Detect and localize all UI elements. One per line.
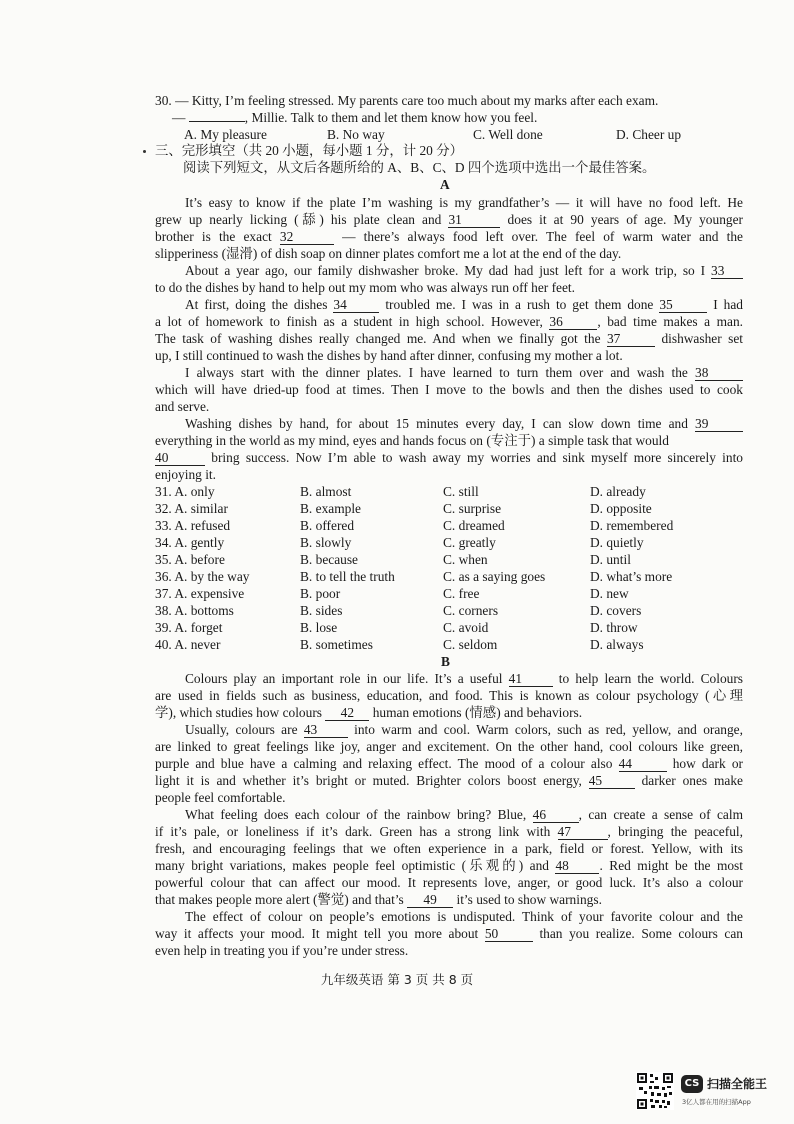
section-instruction: 阅读下列短文，从文后各题所给的 A、B、C、D 四个选项中选出一个最佳答案。 — [183, 160, 656, 175]
blank-34: 34 — [333, 298, 379, 313]
passage-a-p2-line1: About a year ago, our family dishwasher broke. My dad had just left for a work trip, so I 33 — [155, 262, 743, 279]
passage-b-p1-line2: are used in fields such as business, education, and food. This is known as colour psychology (心理 — [155, 688, 743, 703]
passage-a-p5-line1: Washing dishes by hand, for about 15 minutes every day, I can slow down time and 39 — [155, 415, 743, 432]
options-31: 31. A. only B. almost C. still D. already — [155, 484, 646, 499]
passage-a-p3-line3: The task of washing dishes really changed me. And when we finally got the 37 dishwasher set — [155, 331, 743, 346]
q30-blank — [189, 121, 245, 122]
blank-42: 42 — [325, 706, 369, 721]
blank-47: 47 — [558, 825, 608, 840]
blank-36: 36 — [549, 315, 597, 330]
passage-b-p2-line3: purple and blue have a calming and relaxing effect. The mood of a colour also 44 how dark or — [155, 756, 743, 771]
blank-35: 35 — [659, 298, 707, 313]
qr-code-icon — [636, 1072, 674, 1110]
blank-49: 49 — [407, 893, 453, 908]
blank-38: 38 — [695, 366, 743, 381]
passage-a-p5-line3: 40 bring success. Now I’m able to wash away my worries and sink myself more sincerely into — [155, 450, 743, 465]
passage-a-p3-line1: At first, doing the dishes 34 troubled me. I was in a rush to get them done 35 I had — [185, 297, 743, 312]
blank-37: 37 — [607, 332, 655, 347]
passage-b-p3-line3: fresh, and encouraging feelings that we often experience in a park, field or forest. Yellow, with its — [155, 841, 743, 856]
options-38: 38. A. bottoms B. sides C. corners D. covers — [155, 603, 642, 618]
blank-40: 40 — [155, 451, 205, 466]
q30-option-d: D. Cheer up — [616, 127, 682, 142]
passage-a-p3-line4: up, I still continued to wash the dishes by hand after dinner, confusing my mother a lot. — [155, 348, 623, 363]
q30-reply: — , Millie. Talk to them and let them know how you feel. — [172, 110, 538, 125]
blank-50: 50 — [485, 927, 533, 942]
passage-a-p1-line3: brother is the exact 32 — there’s always food left over. The feel of warm water and the — [155, 229, 743, 244]
q30-option-c: C. Well done — [473, 127, 543, 142]
passage-b-p2-line1: Usually, colours are 43 into warm and cool. Warm colors, such as red, yellow, and orange, — [185, 722, 743, 737]
passage-a-p1-line1: It’s easy to know if the plate I’m washing is my grandfather’s — it will have no food left. He — [185, 195, 743, 210]
blank-45: 45 — [589, 774, 635, 789]
passage-b-p1-line3: 学), which studies how colours 42 human emotions (情感) and behaviors. — [155, 705, 583, 720]
blank-33: 33 — [711, 264, 743, 279]
passage-b-p4-line1: The effect of colour on people’s emotions is undisputed. Think of your favorite colour and the — [185, 909, 743, 924]
passage-b-p2-line4: light it is and whether it’s bright or muted. Brighter colors boost energy, 45 darker ones make — [155, 773, 743, 788]
blank-31: 31 — [448, 213, 500, 228]
passage-b-p3-line5: powerful colour that can affect our mood. It represents love, anger, or good luck. It’s also a colour — [155, 875, 743, 890]
passage-b-p3-line1: What feeling does each colour of the rainbow bring? Blue, 46 , can create a sense of calm — [185, 807, 743, 822]
passage-b-p4-line2: way it affects your mood. It might tell you more about 50 than you realize. Some colours can — [155, 926, 743, 941]
options-35: 35. A. before B. because C. when D. until — [155, 552, 631, 567]
q30-option-b: B. No way — [327, 127, 385, 142]
passage-a-p4-line2: which will have dried-up food at times. Then I move to the bowls and then the dishes used to cook — [155, 382, 743, 397]
passage-b-p1-line1: Colours play an important role in our life. It’s a useful 41 to help learn the world. Colours — [185, 671, 744, 686]
passage-a-p1-line4: slipperiness (湿滑) of dish soap on dinner plates comfort me a lot at the end of the day. — [155, 246, 622, 261]
q30-stem: 30. — Kitty, I’m feeling stressed. My parents care too much about my marks after each exam. — [155, 93, 659, 108]
page-footer: 九年级英语 第 3 页 共 8 页 — [320, 972, 474, 987]
blank-46: 46 — [533, 808, 579, 823]
scanner-logo: CS — [681, 1075, 703, 1093]
passage-a-p5-line2: everything in the world as my mind, eyes and hands focus on (专注于) a simple task that would — [155, 433, 669, 448]
options-37: 37. A. expensive B. poor C. free D. new — [155, 586, 629, 601]
options-39: 39. A. forget B. lose C. avoid D. throw — [155, 620, 638, 635]
options-36: 36. A. by the way B. to tell the truth C. as a saying goes D. what’s more — [155, 569, 673, 584]
passage-a-p4-line3: and serve. — [155, 399, 210, 414]
passage-a-p2-line2: to do the dishes by hand to help out my mom who was always run off her feet. — [155, 280, 575, 295]
passage-b-p2-line2: are linked to great feelings like joy, anger and excitement. On the other hand, cool colours like green, — [155, 739, 743, 754]
scanner-tagline: 3亿人都在用的扫描App — [682, 1098, 751, 1106]
passage-b-p3-line4: many bright variations, makes people feel optimistic (乐观的) and 48 . Red might be the most — [155, 858, 743, 873]
options-32: 32. A. similar B. example C. surprise D. opposite — [155, 501, 652, 516]
passage-b-p2-line5: people feel comfortable. — [155, 790, 286, 805]
bullet-dot — [143, 150, 146, 153]
scanner-name: 扫描全能王 — [707, 1077, 768, 1091]
blank-41: 41 — [509, 672, 553, 687]
passage-b-p4-line3: even help in treating you if you’re under stress. — [155, 943, 409, 958]
blank-48: 48 — [555, 859, 599, 874]
options-40: 40. A. never B. sometimes C. seldom D. always — [155, 637, 644, 652]
options-33: 33. A. refused B. offered C. dreamed D. remembered — [155, 518, 674, 533]
passage-a-p3-line2: a lot of homework to finish as a student in high school. However, 36 , bad time makes a man. — [155, 314, 743, 329]
options-34: 34. A. gently B. slowly C. greatly D. quietly — [155, 535, 644, 550]
q30-option-a: A. My pleasure — [184, 127, 267, 142]
passage-b-p3-line2: if it’s pale, or loneliness if it’s dark. Green has a strong link with 47 , bringing the peaceful, — [155, 824, 743, 839]
q30-options — [155, 126, 755, 143]
blank-44: 44 — [619, 757, 667, 772]
passage-a-p4-line1: I always start with the dinner plates. I have learned to turn them over and wash the 38 — [155, 364, 743, 381]
passage-a-p5-line4: enjoying it. — [155, 467, 216, 482]
blank-43: 43 — [304, 723, 348, 738]
blank-32: 32 — [280, 230, 334, 245]
section-title: 三、完形填空（共 20 小题，每小题 1 分，计 20 分） — [155, 143, 463, 158]
passage-b-p3-line6: that makes people more alert (警觉) and that’s 49 it’s used to show warnings. — [155, 892, 602, 907]
passage-a-p1-line2: grew up nearly licking (舔) his plate clean and 31 does it at 90 years of age. My younger — [155, 212, 743, 227]
passage-b-label: B — [441, 654, 450, 669]
blank-39: 39 — [695, 417, 743, 432]
passage-a-label: A — [440, 177, 450, 192]
